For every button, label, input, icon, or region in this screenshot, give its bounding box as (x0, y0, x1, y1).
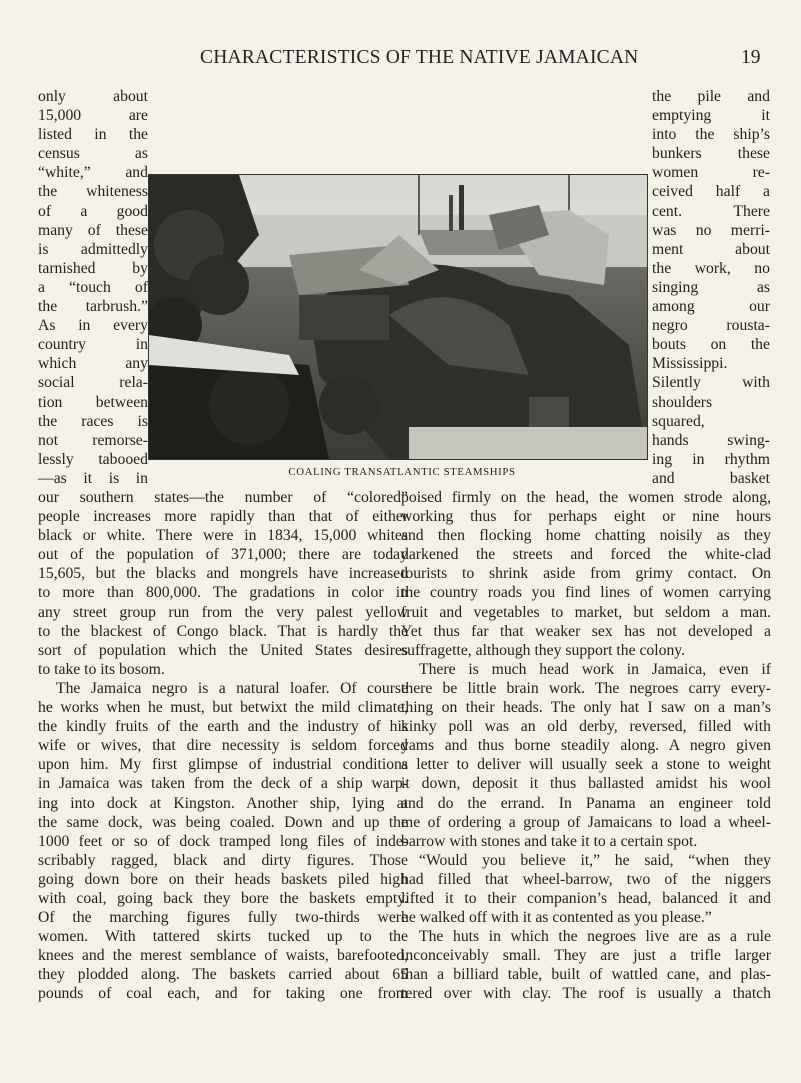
page-number: 19 (741, 47, 761, 68)
text-line: yams and thus borne steadily along. A negro given (401, 737, 771, 755)
text-line: tion between (38, 393, 148, 411)
text-line: country in (38, 336, 148, 354)
text-line: was no merri- (652, 221, 770, 239)
page-header (0, 44, 801, 72)
text-line: not remorse- (38, 431, 148, 449)
text-line: social rela- (38, 374, 148, 392)
text-line: a letter to deliver will usually seek a stone to weight (401, 756, 771, 774)
text-line: to the blackest of Congo black. That is hardly the (38, 622, 408, 640)
running-head: CHARACTERISTICS OF THE NATIVE JAMAICAN (200, 47, 639, 68)
text-line: among our (652, 298, 770, 316)
text-line: a “touch of (38, 278, 148, 296)
text-line: “Would you believe it,” he said, “when they (419, 851, 771, 869)
text-line: is admittedly (38, 240, 148, 258)
text-line: Yet thus far that weaker sex has not developed a (401, 622, 771, 640)
text-line: As in every (38, 317, 148, 335)
text-line: the pile and (652, 88, 770, 105)
text-line: the work, no (652, 259, 770, 277)
text-line: census as (38, 145, 148, 163)
text-line: tered over with clay. The roof is usually a thatch (401, 985, 771, 1003)
right-wrap-column (652, 87, 770, 488)
text-line: lessly tabooed (38, 450, 148, 468)
body-column-right (401, 488, 771, 1004)
text-line: they plodded along. The baskets carried about 65 (38, 966, 408, 984)
text-line: with coal, going back they bore the baskets empty. (38, 889, 408, 907)
photo-illustration (149, 175, 647, 459)
text-line: scribably ragged, black and dirty figures. Those (38, 851, 408, 869)
text-line: ing in rhythm (652, 450, 770, 468)
text-line: the whiteness (38, 183, 148, 201)
text-line: The Jamaica negro is a natural loafer. Of course (56, 679, 408, 697)
text-line: inconceivably small. They are just a trifle larger (401, 947, 771, 965)
text-line: going down bore on their heads baskets piled high (38, 870, 408, 888)
text-line: poised firmly on the head, the women strode along, (401, 489, 771, 506)
text-line: the country roads you find lines of women carrying (401, 584, 771, 602)
text-line: and do the errand. In Panama an engineer told (401, 794, 771, 812)
left-wrap-column (38, 87, 148, 488)
text-line: upon him. My first glimpse of industrial conditions (38, 756, 408, 774)
text-line: black or white. There were in 1834, 15,000 whites (38, 527, 408, 545)
text-line: fruit and vegetables to market, but seldom a man. (401, 603, 771, 621)
text-line: people increases more rapidly than that of either (38, 508, 408, 526)
text-line: to take to its bosom. (38, 660, 165, 678)
text-line: of a good (38, 202, 148, 220)
text-line: sort of population which the United States desires (38, 641, 408, 659)
text-line: “white,” and (38, 164, 148, 182)
text-line: Mississippi. (652, 355, 728, 373)
text-line: 1000 feet or so of dock tramped long files of inde- (38, 832, 408, 850)
text-line: the kindly fruits of the earth and the industry of his (38, 718, 408, 736)
text-line: —as it is in (38, 469, 148, 487)
text-line: bunkers these (652, 145, 770, 163)
text-line: and then flocking home chatting noisily as they (401, 527, 771, 545)
text-line: listed in the (38, 126, 148, 144)
text-line: women re- (652, 164, 770, 182)
text-line: me of ordering a group of Jamaicans to load a wheel- (401, 813, 771, 831)
text-line: ment about (652, 240, 770, 258)
text-line: cent. There (652, 202, 770, 220)
text-line: singing as (652, 278, 770, 296)
text-line: the same dock, was being coaled. Down and up the (38, 813, 408, 831)
text-line: Of the marching figures fully two-thirds were (38, 909, 408, 927)
text-line: lifted it to their companion’s head, balanced it and (401, 889, 771, 907)
text-line: darkened the streets and forced the white-clad (401, 546, 771, 564)
text-line: bouts on the (652, 336, 770, 354)
text-line: the tarbrush.” (38, 298, 148, 316)
text-line: into the ship’s (652, 126, 770, 144)
text-line: the races is (38, 412, 148, 430)
text-line: tourists to shrink aside from grimy contact. On (401, 565, 771, 583)
text-line: suffragette, although they support the colony. (401, 641, 686, 659)
text-line: squared, (652, 412, 705, 430)
text-line: thing on their heads. The only hat I saw on a man’s (401, 699, 771, 717)
text-line: shoulders (652, 393, 713, 411)
text-line: it down, deposit it thus ballasted amidst his wool (401, 775, 771, 793)
text-line: he walked off with it as contented as you please.” (401, 909, 712, 927)
text-line: There is much head work in Jamaica, even if (419, 660, 771, 678)
text-line: emptying it (652, 107, 770, 125)
text-line: wife or wives, that dire necessity is seldom forced (38, 737, 408, 755)
text-line: our southern states—the number of “colored” (38, 489, 408, 506)
text-line: ceived half a (652, 183, 770, 201)
coaling-photograph (148, 174, 648, 460)
text-line: tarnished by (38, 259, 148, 277)
text-line: out of the population of 371,000; there are today (38, 546, 408, 564)
text-line: working thus for perhaps eight or nine hours (401, 508, 771, 526)
text-line: he works when he must, but betwixt the mild climate, (38, 699, 408, 717)
text-line: Silently with (652, 374, 770, 392)
text-line: many of these (38, 221, 148, 239)
text-line: only about (38, 88, 148, 105)
body-column-left (38, 488, 408, 1004)
text-line: knees and the merest semblance of waists, barefooted, (38, 947, 408, 965)
text-line: 15,605, but the blacks and mongrels have increased (38, 565, 408, 583)
figure-caption: COALING TRANSATLANTIC STEAMSHIPS (288, 466, 516, 478)
text-line: barrow with stones and take it to a certain spot. (401, 832, 698, 850)
text-line: any street group run from the very palest yellow (38, 603, 408, 621)
text-line: pounds of coal each, and for taking one from (38, 985, 408, 1003)
text-line: and basket (652, 469, 770, 487)
text-line: to more than 800,000. The gradations in color in (38, 584, 408, 602)
text-line: The huts in which the negroes live are as a rule (419, 928, 771, 946)
text-line: ing into dock at Kingston. Another ship, lying at (38, 794, 408, 812)
text-line: than a billiard table, built of wattled cane, and plas- (401, 966, 771, 984)
text-line: which any (38, 355, 148, 373)
text-line: had filled that wheel-barrow, two of the niggers (401, 870, 771, 888)
text-line: 15,000 are (38, 107, 148, 125)
text-line: in Jamaica was taken from the deck of a ship warp- (38, 775, 408, 793)
text-line: women. With tattered skirts tucked up to the (38, 928, 408, 946)
text-line: hands swing- (652, 431, 770, 449)
text-line: negro rousta- (652, 317, 770, 335)
text-line: there be little brain work. The negroes carry every- (401, 679, 771, 697)
text-line: kinky poll was an old derby, reversed, filled with (401, 718, 771, 736)
